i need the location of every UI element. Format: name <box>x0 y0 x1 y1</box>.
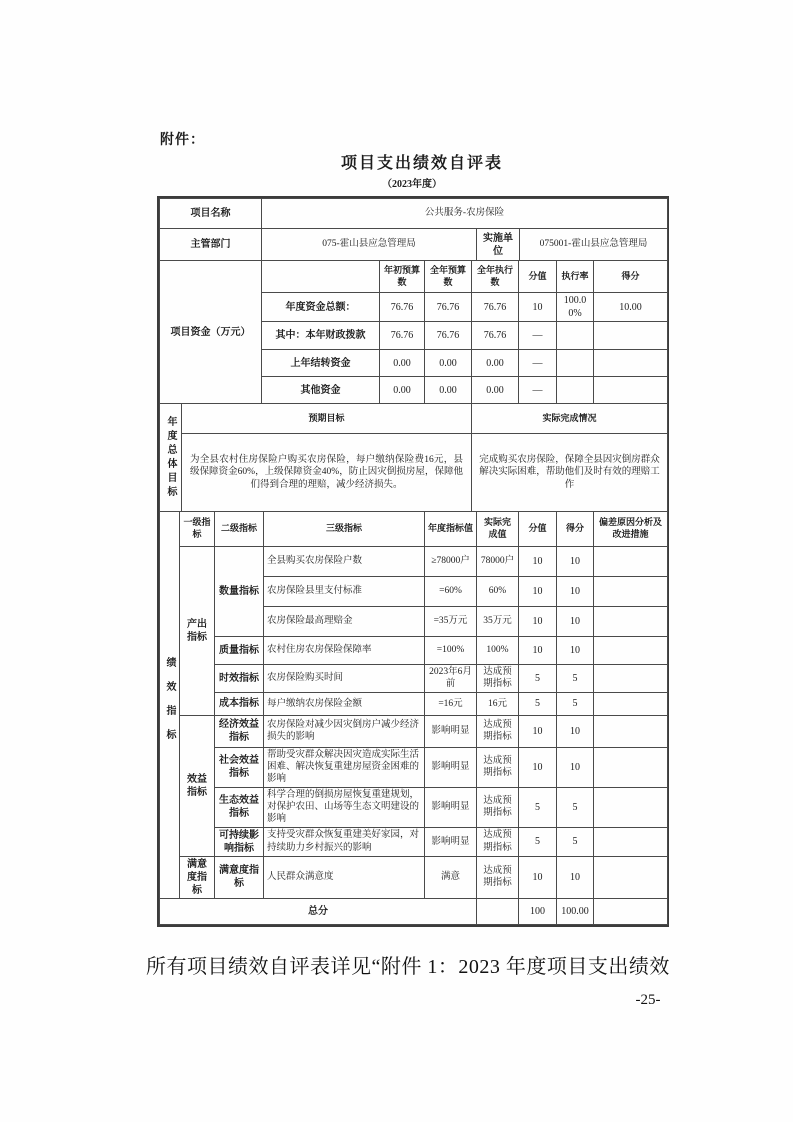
table-row <box>160 404 668 434</box>
kpi-points-cell: 10 <box>519 547 557 577</box>
kpi-header-points: 分值 <box>519 512 557 547</box>
kpi-actual-cell: 达成预期指标 <box>477 715 519 747</box>
footer-note: 所有项目绩效自评表详见“附件 1：2023 年度项目支出绩效 <box>146 956 670 978</box>
kpi-l3-cell: 农房保险县里支付标准 <box>264 577 425 607</box>
funds-header-points: 分值 <box>519 261 557 293</box>
kpi-score-cell: 10 <box>557 607 594 637</box>
kpi-l3-cell: 人民群众满意度 <box>264 856 425 898</box>
kpi-target-cell: =100% <box>425 637 477 665</box>
kpi-points-cell: 5 <box>519 787 557 827</box>
funds-row-2-initial: 0.00 <box>380 350 425 377</box>
kpi-actual-cell: 35万元 <box>477 607 519 637</box>
kpi-target-cell: 满意 <box>425 856 477 898</box>
kpi-target-cell: =60% <box>425 577 477 607</box>
kpi-points-cell: 5 <box>519 827 557 856</box>
table-row <box>160 637 668 665</box>
kpi-l3-cell: 每户缴纳农房保险金额 <box>264 692 425 715</box>
funds-row-2-label: 上年结转资金 <box>262 350 380 377</box>
table-row <box>160 787 668 827</box>
funds-row-3-initial: 0.00 <box>380 377 425 404</box>
kpi-l3-cell: 科学合理的倒损房屋恢复重建规划，对保护农田、山场等生态文明建设的影响 <box>264 787 425 827</box>
kpi-actual-cell: 达成预期指标 <box>477 747 519 787</box>
project-name-label: 项目名称 <box>160 199 262 229</box>
kpi-l2-timeliness: 时效指标 <box>215 665 264 693</box>
kpi-actual-cell: 60% <box>477 577 519 607</box>
funds-row-2-points: — <box>519 350 557 377</box>
funds-row-2-rate <box>557 350 594 377</box>
kpi-l3-cell: 农房保险最高理赔金 <box>264 607 425 637</box>
kpi-deviation-cell <box>594 577 668 607</box>
actual-completion-header: 实际完成情况 <box>472 404 668 434</box>
kpi-l2-sustainable: 可持续影响指标 <box>215 827 264 856</box>
kpi-points-cell: 10 <box>519 747 557 787</box>
total-deviation-cell <box>594 898 668 924</box>
funds-header-score: 得分 <box>594 261 668 293</box>
unit-label: 实施单位 <box>477 229 520 261</box>
page-subtitle: （2023年度） <box>382 179 442 190</box>
funds-row-1-rate <box>557 322 594 350</box>
kpi-deviation-cell <box>594 692 668 715</box>
funds-row-0-label: 年度资金总额： <box>262 293 380 322</box>
total-score-cell: 100.00 <box>557 898 594 924</box>
kpi-target-cell: 影响明显 <box>425 715 477 747</box>
kpi-header-score: 得分 <box>557 512 594 547</box>
kpi-header-l2: 二级指标 <box>215 512 264 547</box>
kpi-l3-cell: 全县购买农房保险户数 <box>264 547 425 577</box>
kpi-score-cell: 5 <box>557 692 594 715</box>
self-evaluation-table <box>157 196 669 927</box>
kpi-header-l1: 一级指标 <box>180 512 215 547</box>
table-row <box>160 715 668 747</box>
table-row <box>160 898 668 924</box>
funds-row-1-executed: 76.76 <box>472 322 519 350</box>
unit-value: 075001-霍山县应急管理局 <box>520 229 668 261</box>
kpi-l2-quantity: 数量指标 <box>215 547 264 637</box>
funds-row-1-annual: 76.76 <box>425 322 472 350</box>
funds-row-label: 项目资金（万元） <box>160 261 262 404</box>
kpi-target-cell: ≥78000户 <box>425 547 477 577</box>
funds-row-2-executed: 0.00 <box>472 350 519 377</box>
funds-row-1-label: 其中：本年财政拨款 <box>262 322 380 350</box>
kpi-score-cell: 5 <box>557 827 594 856</box>
kpi-l1-output: 产出指标 <box>180 547 215 716</box>
kpi-l3-cell: 农房保险对减少因灾倒房户减少经济损失的影响 <box>264 715 425 747</box>
kpi-score-cell: 5 <box>557 787 594 827</box>
kpi-l1-benefit: 效益指标 <box>180 715 215 856</box>
funds-row-3-executed: 0.00 <box>472 377 519 404</box>
kpi-target-cell: =16元 <box>425 692 477 715</box>
kpi-score-cell: 5 <box>557 665 594 693</box>
page-number: -25- <box>635 992 661 1008</box>
funds-section <box>159 260 668 404</box>
kpi-actual-cell: 达成预期指标 <box>477 787 519 827</box>
kpi-points-cell: 5 <box>519 665 557 693</box>
dept-value: 075-霍山县应急管理局 <box>262 229 477 261</box>
kpi-l1-satisfaction: 满意度指标 <box>180 856 215 898</box>
kpi-points-cell: 5 <box>519 692 557 715</box>
funds-header-annual: 全年预算数 <box>425 261 472 293</box>
kpi-actual-cell: 16元 <box>477 692 519 715</box>
kpi-points-cell: 10 <box>519 607 557 637</box>
funds-row-0-score: 10.00 <box>594 293 668 322</box>
funds-row-3-label: 其他资金 <box>262 377 380 404</box>
kpi-score-cell: 10 <box>557 747 594 787</box>
annual-goal-section <box>159 403 668 512</box>
kpi-actual-cell: 达成预期指标 <box>477 856 519 898</box>
kpi-actual-cell: 达成预期指标 <box>477 827 519 856</box>
funds-row-1-score <box>594 322 668 350</box>
funds-row-2-score <box>594 350 668 377</box>
funds-row-2-annual: 0.00 <box>425 350 472 377</box>
table-row <box>160 747 668 787</box>
funds-row-0-initial: 76.76 <box>380 293 425 322</box>
funds-row-0-annual: 76.76 <box>425 293 472 322</box>
funds-row-0-rate: 100.00% <box>557 293 594 322</box>
kpi-deviation-cell <box>594 747 668 787</box>
funds-row-3-score <box>594 377 668 404</box>
kpi-deviation-cell <box>594 637 668 665</box>
kpi-l2-social: 社会效益指标 <box>215 747 264 787</box>
kpi-deviation-cell <box>594 665 668 693</box>
table-row <box>160 229 668 261</box>
kpi-header-deviation: 偏差原因分析及改进措施 <box>594 512 668 547</box>
table-row <box>160 827 668 856</box>
kpi-l3-cell: 农房保险购买时间 <box>264 665 425 693</box>
funds-empty-cell <box>262 261 380 293</box>
kpi-deviation-cell <box>594 856 668 898</box>
expected-goal-text: 为全县农村住房保险户购买农房保险，每户缴纳保险费16元，县级保障资金60%，上级保障资金40%，防止因灾倒损房屋，保障他们得到合理的理赔，减少经济损失。 <box>182 434 472 512</box>
kpi-target-cell: =35万元 <box>425 607 477 637</box>
total-actual-cell <box>477 898 519 924</box>
table-row <box>160 856 668 898</box>
kpi-l3-cell: 帮助受灾群众解决因灾造成实际生活困难、解决恢复重建房屋资金困难的影响 <box>264 747 425 787</box>
funds-row-1-initial: 76.76 <box>380 322 425 350</box>
table-row <box>160 547 668 577</box>
attachment-label: 附件： <box>160 133 205 148</box>
kpi-l3-cell: 支持受灾群众恢复重建美好家园，对持续助力乡村振兴的影响 <box>264 827 425 856</box>
table-row <box>160 434 668 512</box>
kpi-l3-cell: 农村住房农房保险保障率 <box>264 637 425 665</box>
kpi-deviation-cell <box>594 547 668 577</box>
table-row <box>160 261 668 293</box>
kpi-score-cell: 10 <box>557 715 594 747</box>
funds-header-executed: 全年执行数 <box>472 261 519 293</box>
kpi-deviation-cell <box>594 787 668 827</box>
kpi-deviation-cell <box>594 715 668 747</box>
kpi-header-target: 年度指标值 <box>425 512 477 547</box>
funds-header-initial: 年初预算数 <box>380 261 425 293</box>
table-row <box>160 665 668 693</box>
kpi-score-cell: 10 <box>557 637 594 665</box>
kpi-target-cell: 影响明显 <box>425 747 477 787</box>
kpi-header-l3: 三级指标 <box>264 512 425 547</box>
kpi-header-actual: 实际完成值 <box>477 512 519 547</box>
kpi-actual-cell: 达成预期指标 <box>477 665 519 693</box>
table-row <box>160 512 668 547</box>
kpi-points-cell: 10 <box>519 637 557 665</box>
kpi-deviation-cell <box>594 827 668 856</box>
kpi-target-cell: 2023年6月前 <box>425 665 477 693</box>
kpi-points-cell: 10 <box>519 577 557 607</box>
project-name-value: 公共服务-农房保险 <box>262 199 668 229</box>
total-score-label: 总分 <box>160 898 477 924</box>
kpi-l2-economic: 经济效益指标 <box>215 715 264 747</box>
kpi-points-cell: 10 <box>519 856 557 898</box>
total-points-cell: 100 <box>519 898 557 924</box>
kpi-l2-satisfaction: 满意度指标 <box>215 856 264 898</box>
kpi-deviation-cell <box>594 607 668 637</box>
funds-row-3-points: — <box>519 377 557 404</box>
kpi-l2-ecological: 生态效益指标 <box>215 787 264 827</box>
kpi-l2-quality: 质量指标 <box>215 637 264 665</box>
kpi-score-cell: 10 <box>557 547 594 577</box>
page-title: 项目支出绩效自评表 <box>340 155 503 172</box>
kpi-score-cell: 10 <box>557 577 594 607</box>
table-row <box>160 199 668 229</box>
actual-completion-text: 完成购买农房保险，保障全县因灾倒房群众解决实际困难，帮助他们及时有效的理赔工作 <box>472 434 668 512</box>
kpi-target-cell: 影响明显 <box>425 827 477 856</box>
info-section <box>159 198 668 261</box>
funds-row-0-points: 10 <box>519 293 557 322</box>
funds-row-0-executed: 76.76 <box>472 293 519 322</box>
kpi-actual-cell: 100% <box>477 637 519 665</box>
table-row <box>160 692 668 715</box>
funds-header-rate: 执行率 <box>557 261 594 293</box>
kpi-target-cell: 影响明显 <box>425 787 477 827</box>
funds-row-1-points: — <box>519 322 557 350</box>
kpi-points-cell: 10 <box>519 715 557 747</box>
kpi-actual-cell: 78000户 <box>477 547 519 577</box>
annual-goal-row-label: 年度总体目标 <box>160 404 182 512</box>
funds-row-3-annual: 0.00 <box>425 377 472 404</box>
kpi-l2-cost: 成本指标 <box>215 692 264 715</box>
kpi-score-cell: 10 <box>557 856 594 898</box>
expected-goal-header: 预期目标 <box>182 404 472 434</box>
kpi-row-label: 绩效指标 <box>160 512 180 899</box>
kpi-section <box>159 511 668 925</box>
dept-label: 主管部门 <box>160 229 262 261</box>
funds-row-3-rate <box>557 377 594 404</box>
